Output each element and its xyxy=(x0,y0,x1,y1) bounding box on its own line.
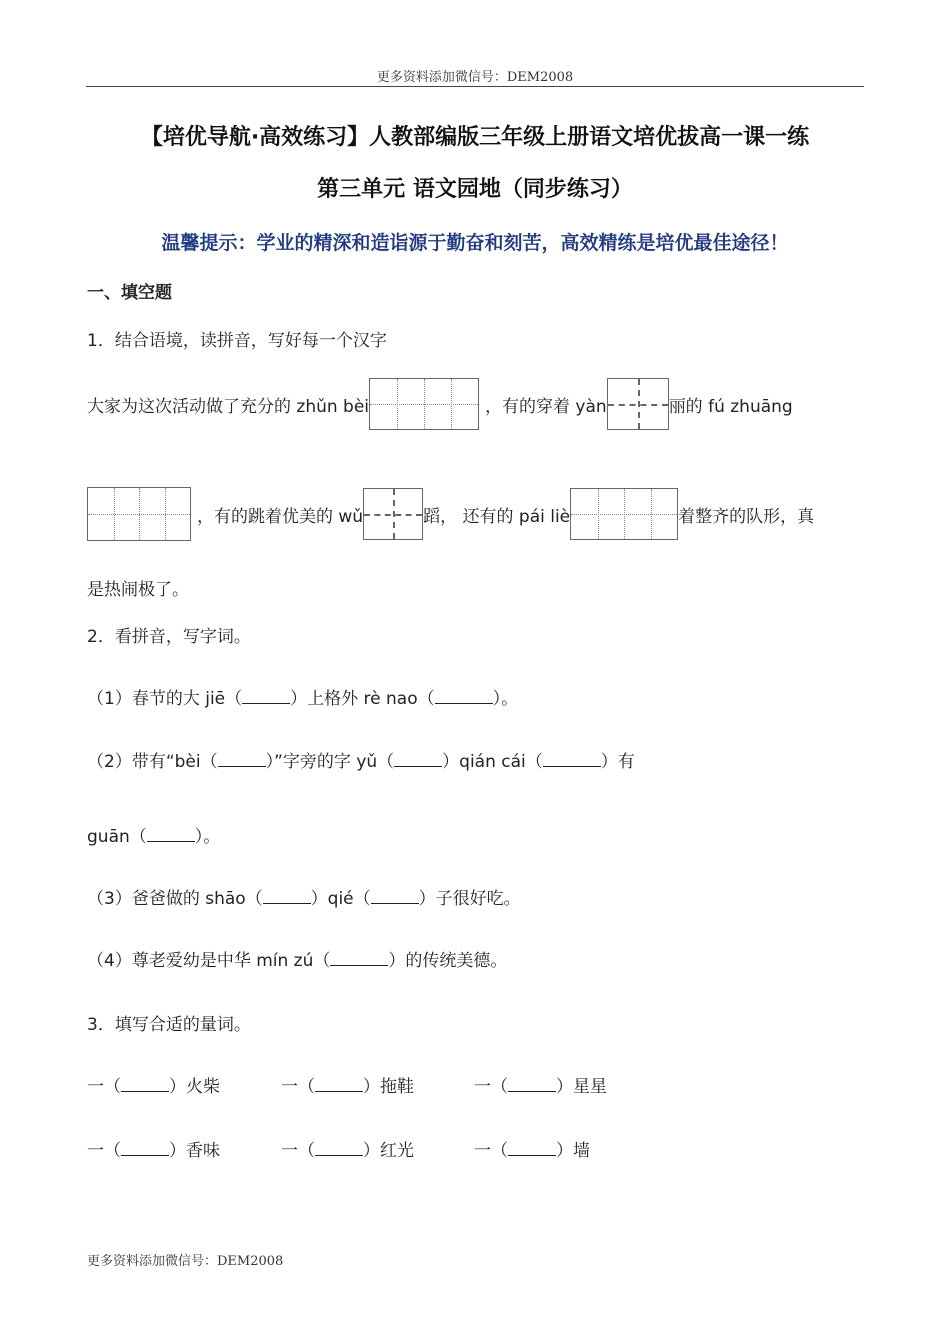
measure-word-item: 一（ ）香味 xyxy=(87,1141,220,1161)
answer-blank[interactable] xyxy=(218,752,266,767)
q2-item4 xyxy=(87,946,507,971)
writing-grid-1[interactable] xyxy=(607,378,669,430)
q2-item2-text-d: ）有 xyxy=(600,752,635,772)
header-rule xyxy=(86,86,864,87)
q2-item4-text-b: ）的传统美德。 xyxy=(388,951,508,971)
writing-grid-2[interactable] xyxy=(570,488,678,540)
answer-blank[interactable] xyxy=(242,689,290,704)
answer-blank[interactable] xyxy=(147,827,195,842)
q2-item1-text-b: ）上格外 rè nao（ xyxy=(290,689,435,709)
doc-subtitle: 第三单元 语文园地（同步练习） xyxy=(317,177,633,202)
q2-item3-text-c: ）子很好吃。 xyxy=(418,889,521,909)
q2-item2-cont xyxy=(87,822,220,847)
answer-blank[interactable] xyxy=(508,1141,556,1156)
q1-text-f: 着整齐的队形，真 xyxy=(678,506,815,527)
q2-item3-text-a: （3）爸爸做的 shāo（ xyxy=(87,889,263,909)
measure-word-item: 一（ ）红光 xyxy=(281,1141,414,1161)
q2-item2 xyxy=(87,747,635,772)
measure-word-item: 一（ ）拖鞋 xyxy=(281,1077,414,1097)
answer-blank[interactable] xyxy=(543,752,601,767)
answer-blank[interactable] xyxy=(435,689,493,704)
measure-word-item: 一（ ）火柴 xyxy=(87,1077,220,1097)
page-header: 更多资料添加微信号：DEM2008 xyxy=(376,70,574,85)
q2-item2-text-c: ）qián cái（ xyxy=(442,752,543,772)
q1-line1 xyxy=(87,376,793,432)
q3-prompt: 3．填写合适的量词。 xyxy=(87,1015,251,1035)
q2-item2-text-f: ）。 xyxy=(194,827,221,847)
answer-blank[interactable] xyxy=(394,752,442,767)
measure-word-item: 一（ ）星星 xyxy=(474,1077,607,1097)
q2-item4-text-a: （4）尊老爱幼是中华 mín zú（ xyxy=(87,951,331,971)
writing-grid-2[interactable] xyxy=(87,487,191,541)
answer-blank[interactable] xyxy=(508,1077,556,1092)
answer-blank[interactable] xyxy=(121,1077,169,1092)
q2-prompt: 2．看拼音，写字词。 xyxy=(87,627,251,647)
q1-text-a: 大家为这次活动做了充分的 zhǔn bèi xyxy=(87,396,370,417)
q1-text-c: 丽的 fú zhuāng xyxy=(668,396,793,417)
q1-line3: 是热闹极了。 xyxy=(87,580,189,600)
q1-line2 xyxy=(87,486,814,542)
q2-item3 xyxy=(87,884,521,909)
answer-blank[interactable] xyxy=(263,889,311,904)
q1-prompt: 1．结合语境，读拼音，写好每一个汉字 xyxy=(87,331,387,351)
answer-blank[interactable] xyxy=(371,889,419,904)
q2-item1 xyxy=(87,684,518,709)
q2-item3-text-b: ）qié（ xyxy=(310,889,371,909)
q2-item1-text-c: ）。 xyxy=(492,689,519,709)
answer-blank[interactable] xyxy=(330,951,388,966)
tip-text: 温馨提示：学业的精深和造诣源于勤奋和刻苦，高效精练是培优最佳途径！ xyxy=(161,232,789,254)
writing-grid-2[interactable] xyxy=(369,378,479,430)
q1-text-d: ，有的跳着优美的 wǔ xyxy=(197,506,364,527)
writing-grid-1[interactable] xyxy=(363,488,423,540)
q1-text-b: ，有的穿着 yàn xyxy=(485,396,607,417)
answer-blank[interactable] xyxy=(315,1141,363,1156)
measure-word-item: 一（ ）墙 xyxy=(474,1141,590,1161)
answer-blank[interactable] xyxy=(121,1141,169,1156)
q2-item2-text-a: （2）带有“bèi（ xyxy=(87,752,218,772)
q1-text-e: 蹈， 还有的 pái liè xyxy=(423,506,571,527)
doc-title: 【培优导航·高效练习】人教部编版三年级上册语文培优拔高一课一练 xyxy=(140,125,810,150)
answer-blank[interactable] xyxy=(315,1077,363,1092)
section-heading: 一、填空题 xyxy=(87,283,172,303)
q2-item2-text-b: ）”字旁的字 yǔ（ xyxy=(265,752,395,772)
q2-item2-text-e: guān（ xyxy=(87,827,147,847)
q2-item1-text-a: （1）春节的大 jiē（ xyxy=(87,689,243,709)
page-footer: 更多资料添加微信号：DEM2008 xyxy=(87,1254,284,1269)
